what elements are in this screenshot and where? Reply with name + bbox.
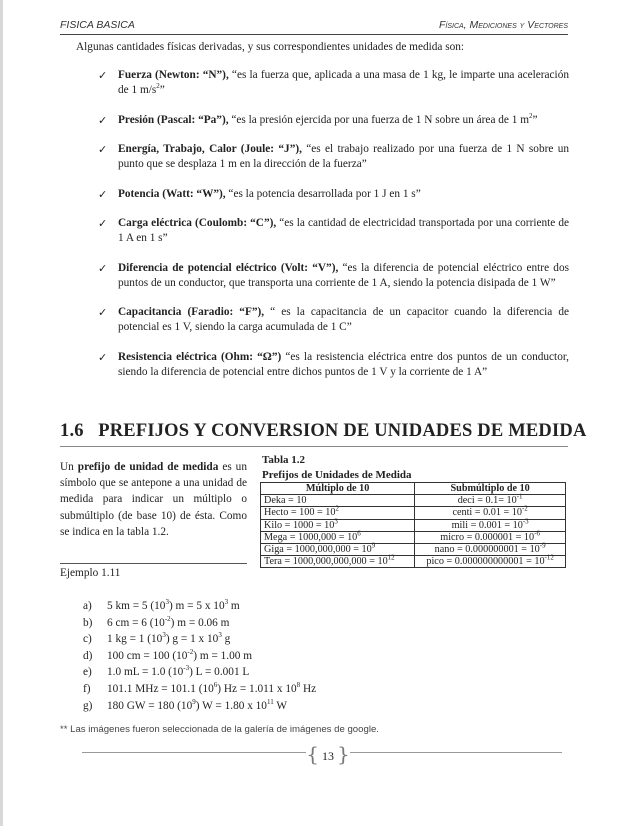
table-cell-multiple: Kilo = $1000 = 10^3$ (261, 519, 415, 531)
example-letter: b) (83, 616, 93, 629)
checkmark-icon: ✓ (98, 350, 108, 364)
page-number-text: 13 (322, 749, 334, 763)
definition-item (98, 350, 569, 380)
footnote: ** Las imágenes fueron seleccionada de la galería de imágenes de google. (60, 724, 379, 735)
checkmark-icon: ✓ (98, 306, 108, 319)
definition-body: “es el trabajo realizado por una fuerza de 1 N sobre un punto que se desplaza 1 m en la dirección de la fuerza” (118, 143, 570, 170)
table-cell-multiple: Giga = $1000,000,000 = 10^9$ (261, 544, 415, 556)
example-equation: 5 km = 5 $(10^3) m = 5$ x $10^3$ m (107, 598, 240, 612)
definition-item (98, 305, 570, 335)
table-row (261, 531, 566, 543)
brace-left-icon: { (306, 742, 319, 766)
definition-item (98, 68, 569, 98)
example-rule (60, 563, 247, 564)
table-cell-submultiple: pico = $0.000000000001 = 10^{-12}$ (415, 556, 566, 568)
example-letter: g) (83, 699, 93, 712)
definition-term: Energía, Trabajo, Calor (Joule: “J”), (118, 143, 302, 155)
checkmark-icon: ✓ (98, 261, 108, 275)
table-row (261, 507, 566, 519)
prefix-paragraph (60, 459, 247, 540)
example-letter: c) (83, 633, 92, 646)
table-cell-submultiple: mili = $0.001 = 10^{-3}$ (415, 519, 566, 531)
section-number: 1.6 (60, 421, 84, 441)
running-header (60, 19, 568, 33)
example-item (83, 681, 316, 698)
table-cell-submultiple: nano = $0.000000001 = 10^{-9}$ (415, 544, 566, 556)
table-header-submultiple: Submúltiplo de 10 (415, 483, 566, 495)
checkmark-icon: ✓ (98, 187, 108, 201)
header-rule (60, 34, 568, 35)
table-cell-submultiple: centi = $0.01 = 10^{-2}$ (415, 507, 566, 519)
definition-body: “es la fuerza que, aplicada a una masa de 1 kg, le imparte una aceleración de 1 $m/s^2$” (118, 69, 569, 96)
definition-term: Capacitancia (Faradio: “F”), (118, 306, 265, 318)
table-row (261, 519, 566, 531)
definition-term: Potencia (Watt: “W”), (118, 187, 226, 200)
checkmark-icon: ✓ (98, 69, 108, 82)
prefix-paragraph-rest: es un símbolo que se antepone a una unidad de medida para indicar un múltiplo o submúltiplo (de base 10) de ésta. Como se indica en la tabla 1.2. (60, 461, 247, 538)
table-cell-multiple: Mega = $1000,000 = 10^6$ (261, 531, 415, 543)
example-equation: 180 GW = 180 $(10^9) W = 1.80$ x $10^{11}$ W (107, 697, 288, 712)
definition-body: “es la cantidad de electricidad transportada por una corriente de 1 A en 1 s” (118, 217, 570, 244)
table-caption: Tabla 1.2 (262, 454, 306, 466)
example-letter: a) (83, 600, 92, 612)
footer-rule-left (82, 752, 306, 753)
definition-body: “es la potencia desarrollada por 1 J en 1 s” (225, 187, 421, 200)
example-item (83, 615, 316, 632)
example-letter: f) (83, 682, 91, 695)
prefix-term: prefijo de unidad de medida (77, 461, 219, 473)
definition-term: Resistencia eléctrica (Ohm: “Ω”) (118, 350, 282, 363)
table-row (261, 556, 566, 568)
example-item (83, 598, 316, 615)
definition-item (98, 187, 569, 202)
checkmark-icon: ✓ (98, 217, 108, 230)
checkmark-icon: ✓ (98, 113, 108, 127)
table-cell-multiple: Deka = 10 (261, 495, 415, 507)
example-item (83, 664, 316, 681)
definition-item (98, 216, 570, 246)
example-equation: 101.1 MHz = 101.1 $(10^6) Hz = 1.011$ x $10^8$ Hz (107, 681, 317, 695)
definition-term: Diferencia de potencial eléctrico (Volt: “V”), (118, 261, 339, 274)
section-rule (60, 446, 568, 447)
table-row (261, 544, 566, 556)
table-cell-multiple: Tera = $1000,000,000,000 = 10^{12}$ (261, 556, 415, 568)
example-item (83, 648, 316, 665)
footer-rule-right (350, 752, 562, 753)
prefix-paragraph-lead: Un (60, 461, 74, 473)
table-cell-submultiple: micro = $0.000001 = 10^{-6}$ (415, 531, 566, 543)
section-title-text: PREFIJOS Y CONVERSION DE UNIDADES DE MEDIDA (98, 421, 587, 441)
intro-paragraph: Algunas cantidades físicas derivadas, y sus correspondientes unidades de medida son: (76, 41, 465, 53)
example-equation: 1 kg = 1 $(10^3) g = 1$ x $10^3$ g (107, 631, 231, 646)
prefix-table (260, 482, 566, 568)
header-book-title: FISICA BASICA (60, 19, 135, 31)
checkmark-icon: ✓ (98, 143, 108, 156)
example-equation: 100 cm = 100 $(10^{-2}) m = 1.00$ m (107, 648, 253, 662)
table-cell-multiple: Hecto = $100 = 10^2$ (261, 507, 415, 519)
header-chapter-title: Física, Mediciones y Vectores (438, 19, 568, 31)
definition-item (98, 142, 570, 172)
section-heading (60, 421, 587, 442)
examples-list (83, 598, 316, 714)
page-number (306, 742, 350, 764)
table-header-multiple: Múltiplo de 10 (261, 483, 415, 495)
definition-term: Carga eléctrica (Coulomb: “C”), (118, 217, 277, 229)
example-label: Ejemplo 1.11 (60, 567, 121, 579)
page-edge (0, 0, 3, 826)
definition-body: “es la presión ejercida por una fuerza de 1 N sobre un área de 1 $m^2$” (228, 111, 538, 126)
definition-body: “es la resistencia eléctrica entre dos puntos de un conductor, siendo la diferencia de potencial entre dichos puntos de 1 V y la corriente de 1 A” (118, 350, 569, 378)
table-row (261, 495, 566, 507)
definitions-list (98, 68, 570, 394)
example-equation: 6 cm = 6 $(10^{-2}) m = 0.06$ m (107, 614, 230, 629)
definition-item (98, 261, 569, 291)
definition-body: “ es la capacitancia de un capacitor cuando la diferencia de potencial es 1 V, siendo la carga acumulada de 1 C” (118, 306, 570, 333)
definition-term: Fuerza (Newton: “N”), (118, 69, 229, 81)
definition-term: Presión (Pascal: “Pa”), (118, 113, 229, 126)
table-title: Prefijos de Unidades de Medida (262, 469, 412, 481)
brace-right-icon: } (337, 742, 350, 766)
example-letter: e) (83, 666, 92, 679)
example-letter: d) (83, 649, 93, 662)
table-cell-submultiple: deci = $0.1= 10^{-1}$ (415, 495, 566, 507)
example-item (83, 631, 316, 648)
definition-body: “es la diferencia de potencial eléctrico entre dos puntos de un conductor, que transporta una corriente de 1 A, siendo la potencia disipada de 1 W” (118, 261, 569, 289)
example-equation: 1.0 mL = 1.0 $(10^{-3}) L = 0.001$ L (107, 664, 250, 679)
definition-item (98, 111, 569, 128)
example-item (83, 698, 316, 715)
